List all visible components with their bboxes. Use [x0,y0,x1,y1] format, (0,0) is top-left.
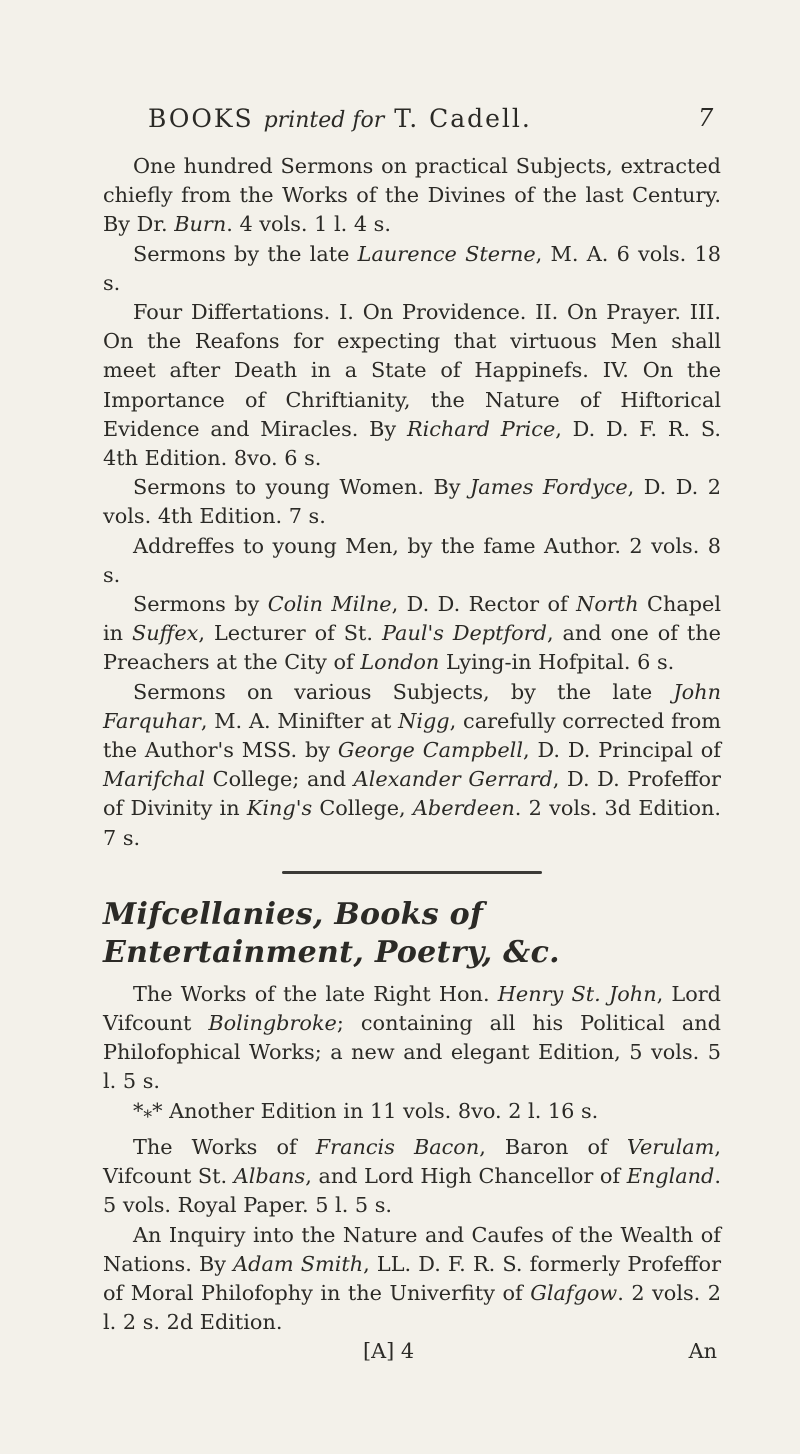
catalogue-entry: Four Differtations. I. On Providence. II. On Prayer. III. On the Reafons for expecting that virtuous Men shall meet after Death in a State of Happinefs. IV. On the Importance of Chriftianity, the Nature of Hiftorical Evidence and Miracles. By Richard Price, D. D. F. R. S. 4th Edition. 8vo. 6 s. [103,300,721,471]
catalogue-entry: An Inquiry into the Nature and Caufes of the Wealth of Nations. By Adam Smith, LL. D. F. R. S. formerly Profeffor of Moral Philofophy in the Univerfity of Glafgow. 2 vols. 2 l. 2 s. 2d Edition. [103,1222,722,1335]
catalogue-entry: The Works of Francis Bacon, Baron of Verulam, Vifcount St. Albans, and Lord High Chancellor of England. 5 vols. Royal Paper. 5 l. 5 s. [103,1135,721,1218]
miscellanies-list [103,980,721,1338]
section-divider [282,871,542,874]
catalogue-entry: $*_**$ Another Edition in 11 vols. 8vo. 2 l. 16 s. [133,1098,599,1128]
catalogue-entry: Sermons on various Subjects, by the late John Farquhar, M. A. Minifter at Nigg, carefully corrected from the Author's MSS. by George Campbell, D. D. Principal of Marifchal College; and Alexander Gerrard, D. D. Profeffor of Divinity in King's College, Aberdeen. 2 vols. 3d Edition. 7 s. [103,679,721,850]
catalogue-body [103,152,721,1366]
running-title [148,104,532,133]
running-header [0,104,800,144]
catchword: An [688,1339,717,1364]
catalogue-entry: One hundred Sermons on practical Subjects, extracted chiefly from the Works of the Divines of the last Century. By Dr. Burn. 4 vols. 1 l. 4 s. [103,154,721,237]
signature-mark: [A] 4 [363,1339,415,1364]
header-publisher: T. Cadell. [394,104,532,133]
header-books: BOOKS [148,104,254,133]
header-printed-for: printed for [263,108,385,133]
catalogue-entry: Sermons by Colin Milne, D. D. Rector of North Chapel in Suffex, Lecturer of St. Paul's Deptford, and one of the Preachers at the City of London Lying-in Hofpital. 6 s. [103,592,722,675]
page-footer [103,1337,721,1366]
catalogue-entry: Sermons by the late Laurence Sterne, M. A. 6 vols. 18 s. [103,241,721,295]
catalogue-entry: Addreffes to young Men, by the fame Author. 2 vols. 8 s. [103,533,721,587]
page-number: 7 [698,104,716,132]
catalogue-entry: The Works of the late Right Hon. Henry St. John, Lord Vifcount Bolingbroke; containing all his Political and Philofophical Works; a new and elegant Edition, 5 vols. 5 l. 5 s. [103,981,721,1094]
sermons-list [103,152,721,853]
section-heading: Mifcellanies, Books of Entertainment, Poetry, &c. [103,896,560,970]
catalogue-entry: Sermons to young Women. By James Fordyce, D. D. 2 vols. 4th Edition. 7 s. [103,475,722,529]
